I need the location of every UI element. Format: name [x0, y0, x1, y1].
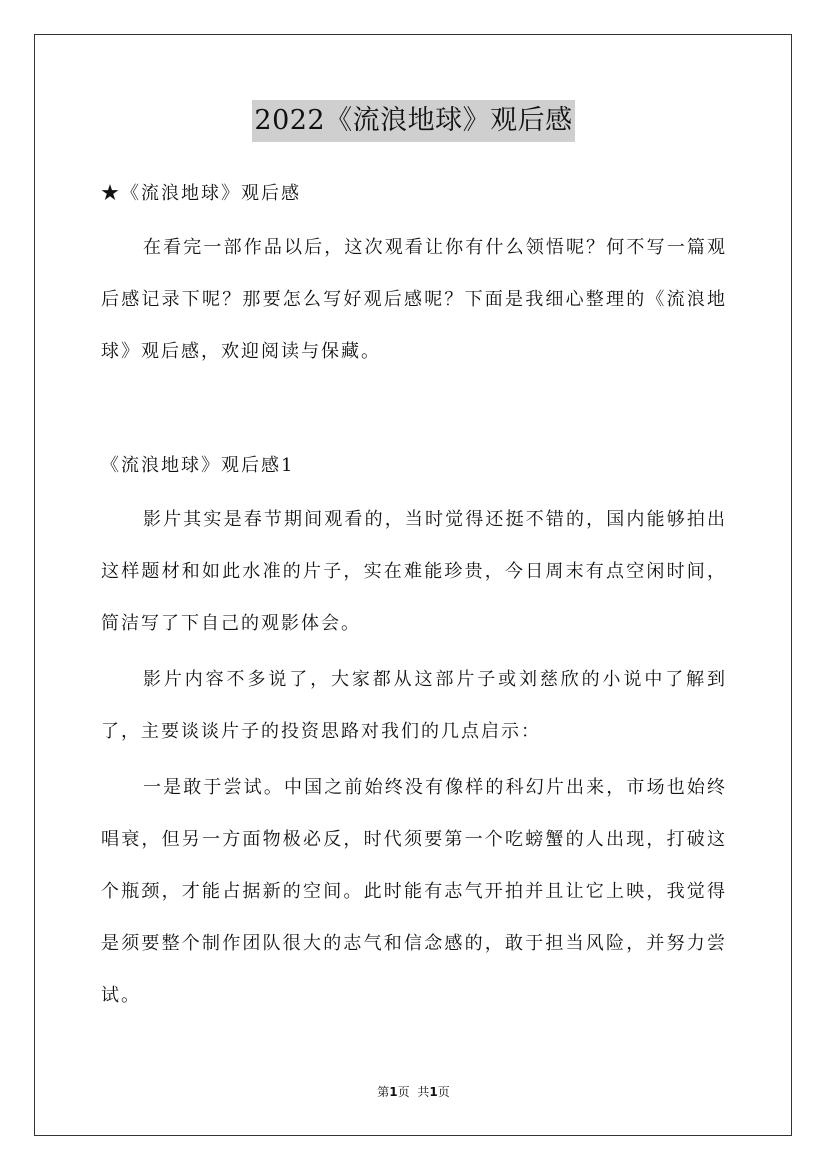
- footer-total-suffix: 页: [437, 1085, 450, 1099]
- section-heading: 《流浪地球》观后感1: [101, 455, 295, 476]
- footer-total-pages: 1: [429, 1085, 438, 1099]
- page-footer: [0, 1083, 827, 1100]
- footer-page-suffix: 页: [397, 1085, 410, 1099]
- star-heading: ★《流浪地球》观后感: [101, 183, 301, 204]
- body-paragraph-1: 影片其实是春节期间观看的，当时觉得还挺不错的，国内能够拍出这样题材和如此水准的片子，实在难能珍贵，今日周末有点空闲时间，简洁写了下自己的观影体会。: [101, 509, 727, 634]
- footer-page-number: 1: [389, 1085, 398, 1099]
- body-paragraph-3: 一是敢于尝试。中国之前始终没有像样的科幻片出来，市场也始终唱衰，但另一方面物极必反，时代须要第一个吃螃蟹的人出现，打破这个瓶颈，才能占据新的空间。此时能有志气开拍并且让它上映，我觉得是须要整个制作团队很大的志气和信念感的，敢于担当风险，并努力尝试。: [101, 777, 727, 1006]
- title-container: [0, 100, 827, 142]
- intro-paragraph: 在看完一部作品以后，这次观看让你有什么领悟呢？何不写一篇观后感记录下呢？那要怎么写好观后感呢？下面是我细心整理的《流浪地球》观后感，欢迎阅读与保藏。: [101, 237, 727, 362]
- document-title: 2022《流浪地球》观后感: [252, 100, 574, 142]
- body-paragraph-2: 影片内容不多说了，大家都从这部片子或刘慈欣的小说中了解到了，主要谈谈片子的投资思路对我们的几点启示：: [101, 669, 727, 742]
- footer-prefix: 第: [377, 1085, 390, 1099]
- footer-total-prefix: 共: [417, 1085, 430, 1099]
